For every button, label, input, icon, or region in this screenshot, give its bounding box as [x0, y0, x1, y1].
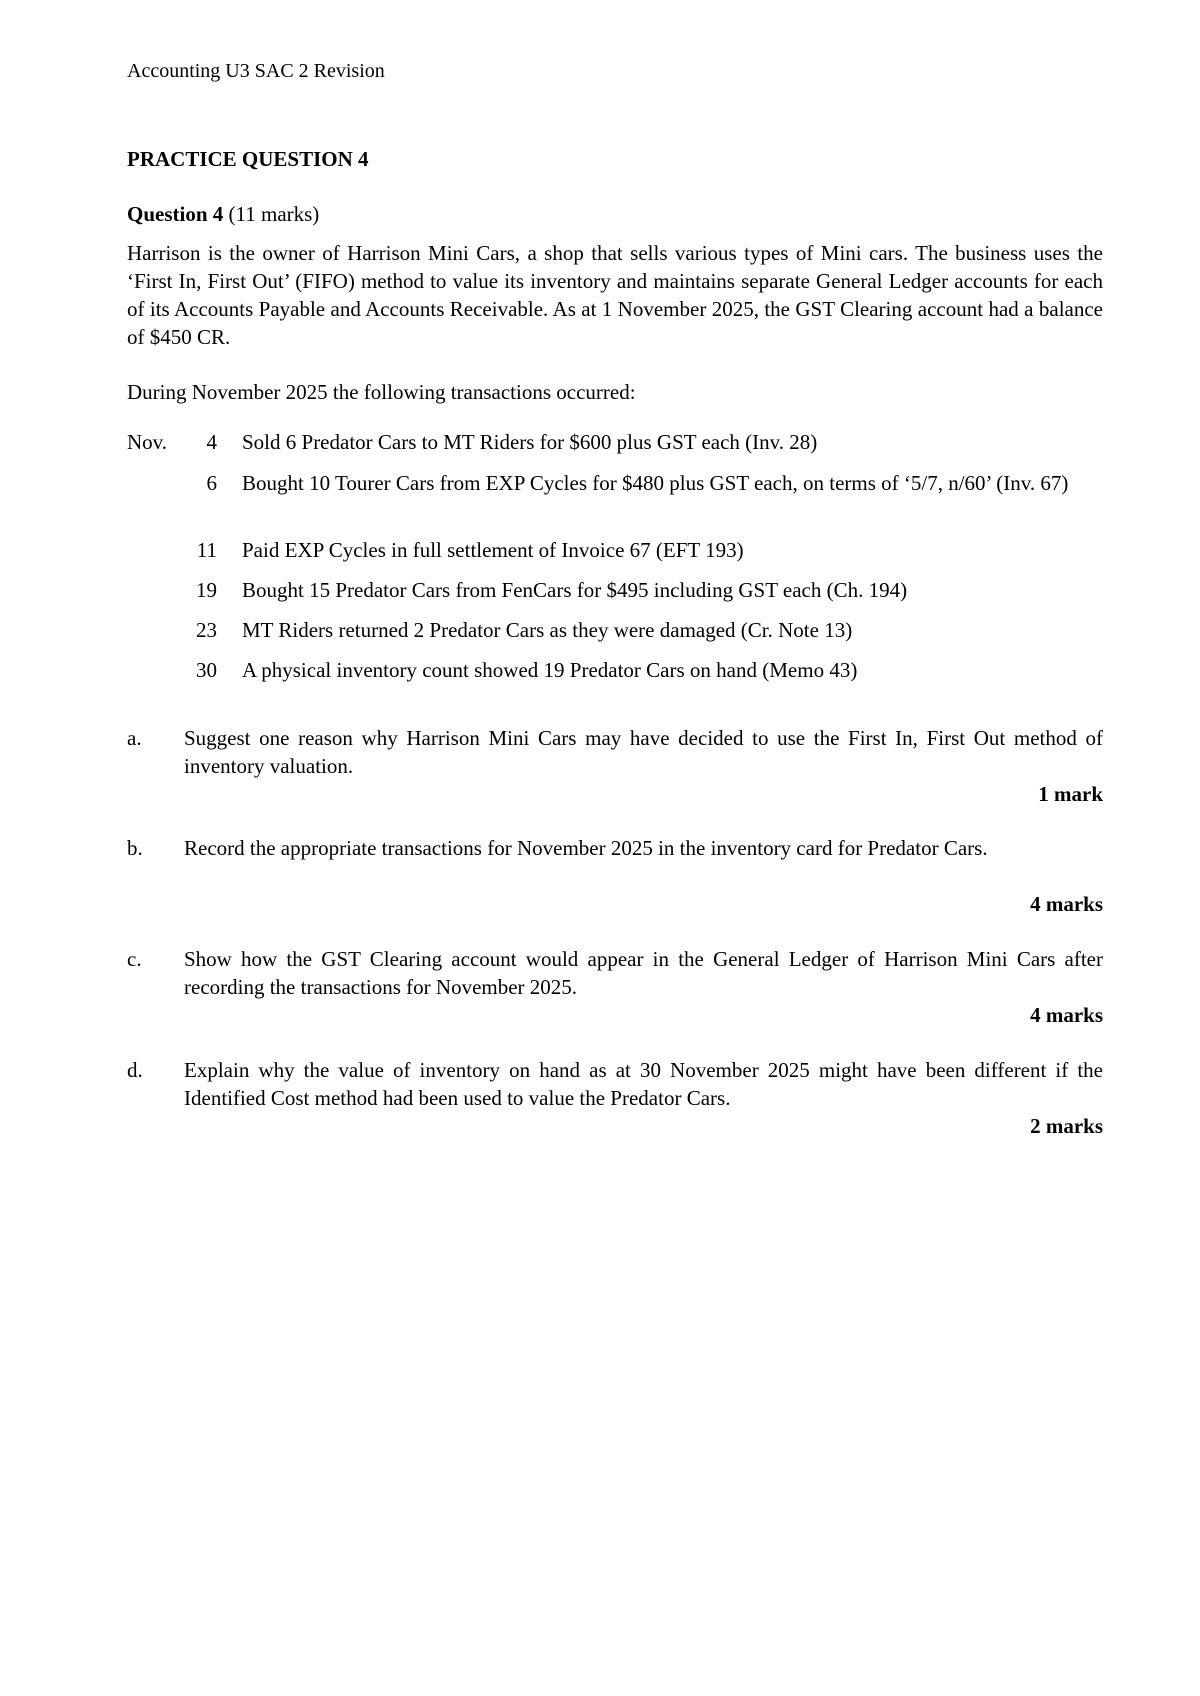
- transaction-day: 4: [206, 430, 217, 454]
- part-marks: 4 marks: [1030, 892, 1103, 916]
- part-letter: b.: [127, 836, 143, 860]
- practice-question-title: PRACTICE QUESTION 4: [127, 147, 369, 171]
- transaction-day: 30: [196, 658, 217, 682]
- part-letter: d.: [127, 1058, 143, 1082]
- part-marks: 1 mark: [1038, 782, 1103, 806]
- part-marks: 2 marks: [1030, 1114, 1103, 1138]
- transaction-description: Bought 15 Predator Cars from FenCars for $495 including GST each (Ch. 194): [242, 578, 908, 602]
- transaction-description: Bought 10 Tourer Cars from EXP Cycles for $480 plus GST each, on terms of ‘5/7, n/60’ (Inv. 67): [242, 471, 1069, 495]
- part-text: Record the appropriate transactions for November 2025 in the inventory card for Predator Cars.: [184, 836, 988, 860]
- question-intro: Harrison is the owner of Harrison Mini Cars, a shop that sells various types of Mini cars. The business uses the ‘First In, First Out’ (FIFO) method to value its inventory and maintains separate General Ledger accounts for each of its Accounts Payable and Accounts Receivable. As at 1 November 2025, the GST Clearing account had a balance of $450 CR.: [127, 241, 1103, 349]
- question-heading: [127, 201, 319, 227]
- transaction-description: A physical inventory count showed 19 Predator Cars on hand (Memo 43): [242, 658, 858, 682]
- part-letter: a.: [127, 726, 142, 750]
- transaction-day: 11: [196, 538, 217, 562]
- part-text: Explain why the value of inventory on hand as at 30 November 2025 might have been different if the Identified Cost method had been used to value the Predator Cars.: [184, 1058, 1103, 1110]
- transaction-month: Nov.: [127, 430, 168, 454]
- transaction-day: 23: [196, 618, 217, 642]
- question-marks: (11 marks): [228, 202, 320, 226]
- transaction-day: 6: [206, 471, 217, 495]
- transaction-description: Sold 6 Predator Cars to MT Riders for $600 plus GST each (Inv. 28): [242, 430, 818, 454]
- transaction-day: 19: [196, 578, 217, 602]
- question-label: Question 4: [127, 202, 224, 226]
- part-letter: c.: [127, 947, 142, 971]
- document-page: [127, 0, 1103, 1696]
- part-text: Suggest one reason why Harrison Mini Cars may have decided to use the First In, First Out method of inventory valuation.: [184, 726, 1103, 778]
- transaction-description: MT Riders returned 2 Predator Cars as they were damaged (Cr. Note 13): [242, 618, 853, 642]
- part-text: Show how the GST Clearing account would appear in the General Ledger of Harrison Mini Cars after recording the transactions for November 2025.: [184, 947, 1103, 999]
- running-header: Accounting U3 SAC 2 Revision: [127, 60, 385, 82]
- transaction-description: Paid EXP Cycles in full settlement of Invoice 67 (EFT 193): [242, 538, 744, 562]
- transactions-lead-in: During November 2025 the following transactions occurred:: [127, 380, 636, 404]
- part-marks: 4 marks: [1030, 1003, 1103, 1027]
